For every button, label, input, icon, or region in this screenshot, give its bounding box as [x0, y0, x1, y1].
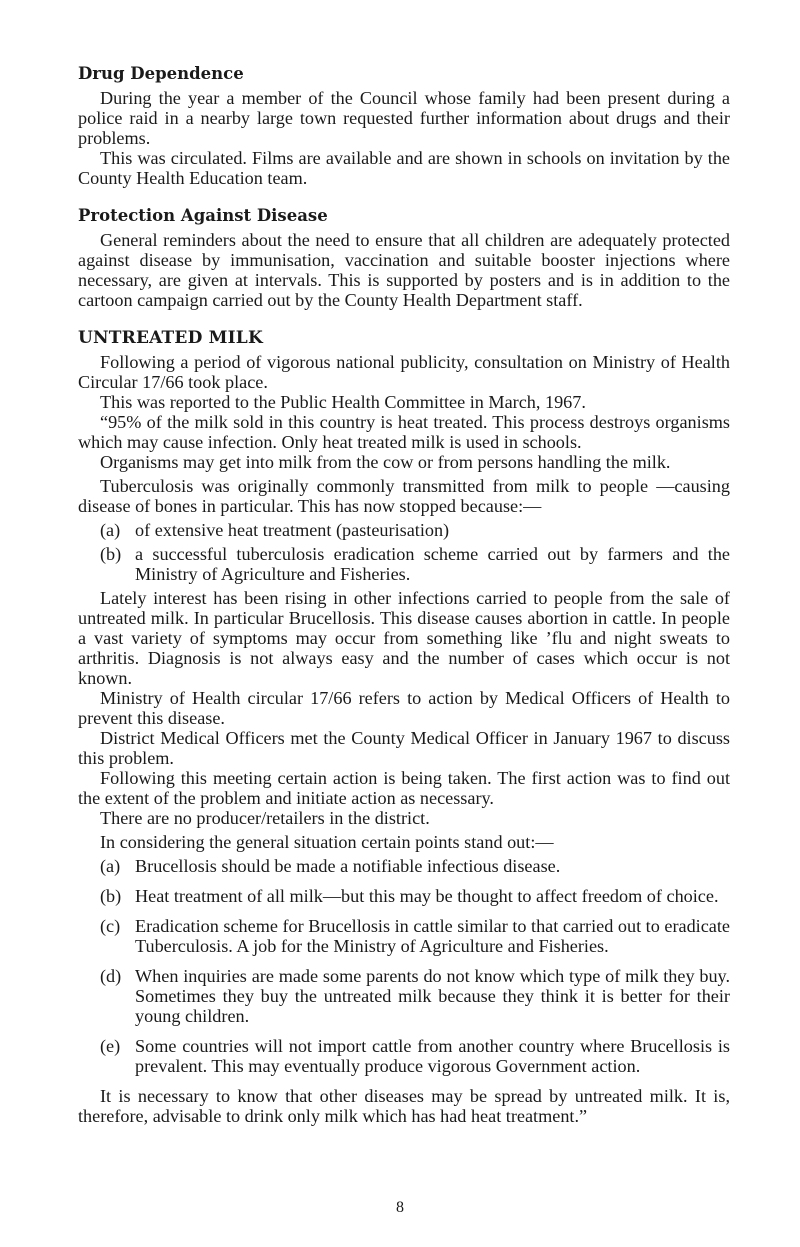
paragraph: During the year a member of the Council whose family had been present during a police raid in a nearby large town requested further information about drugs and their problems.: [78, 88, 730, 148]
paragraph: This was reported to the Public Health Committee in March, 1967.: [100, 392, 586, 412]
list-item-text: a successful tuberculosis eradication scheme carried out by farmers and the Ministry of Agriculture and Fisheries.: [135, 544, 730, 584]
list-item: [100, 856, 730, 876]
paragraph: Tuberculosis was originally commonly transmitted from milk to people —causing disease of bones in particular. This has now stopped because:—: [78, 476, 730, 516]
list-item: [100, 966, 730, 1026]
paragraph: Organisms may get into milk from the cow or from persons handling the milk.: [100, 452, 671, 472]
document-page: [78, 64, 730, 1126]
paragraph: General reminders about the need to ensure that all children are adequately protected against disease by immunisation, vaccination and suitable booster injections where necessary, are given at intervals. This is supported by posters and is in addition to the cartoon campaign carried out by the County Health Department staff.: [78, 230, 730, 310]
list-item-text: of extensive heat treatment (pasteurisation): [135, 520, 450, 540]
paragraph: Following a period of vigorous national publicity, consultation on Ministry of Health Circular 17/66 took place.: [78, 352, 730, 392]
list-transmission-reasons: [78, 520, 730, 584]
section-untreated-milk: [78, 328, 730, 1126]
section-drug-dependence: [78, 64, 730, 188]
list-item: [100, 886, 730, 906]
list-item: [100, 916, 730, 956]
paragraph: “95% of the milk sold in this country is heat treated. This process destroys organisms which may cause infection. Only heat treated milk is used in schools.: [78, 412, 730, 452]
paragraph: Ministry of Health circular 17/66 refers to action by Medical Officers of Health to prevent this disease.: [78, 688, 730, 728]
list-item-text: When inquiries are made some parents do not know which type of milk they buy. Sometimes they buy the untreated milk because they think it is better for their young children.: [135, 966, 730, 1026]
section-protection-against-disease: [78, 206, 730, 310]
list-item-label: (b): [100, 544, 122, 564]
list-item-label: (a): [100, 520, 121, 540]
list-item-label: (c): [100, 916, 121, 936]
list-item-label: (a): [100, 856, 121, 876]
paragraph: Lately interest has been rising in other infections carried to people from the sale of untreated milk. In particular Brucellosis. This disease causes abortion in cattle. In people a vast variety of symptoms may occur from something like ’flu and night sweats to arthritis. Diagnosis is not always easy and the number of cases which occur is not known.: [78, 588, 730, 688]
paragraph: It is necessary to know that other diseases may be spread by untreated milk. It is, therefore, advisable to drink only milk which has had heat treatment.”: [78, 1086, 730, 1126]
list-item: [100, 520, 730, 540]
list-item: [100, 1036, 730, 1076]
list-item-label: (b): [100, 886, 122, 906]
section-heading: UNTREATED MILK: [78, 328, 263, 348]
list-item: [100, 544, 730, 584]
section-heading: Drug Dependence: [78, 64, 244, 83]
list-item-text: Eradication scheme for Brucellosis in cattle similar to that carried out to eradicate Tuberculosis. A job for the Ministry of Agriculture and Fisheries.: [135, 916, 730, 956]
list-item-text: Some countries will not import cattle from another country where Brucellosis is prevalent. This may eventually produce vigorous Government action.: [135, 1036, 730, 1076]
paragraph: District Medical Officers met the County Medical Officer in January 1967 to discuss this problem.: [78, 728, 730, 768]
list-item-text: Brucellosis should be made a notifiable infectious disease.: [135, 856, 561, 876]
paragraph: Following this meeting certain action is being taken. The first action was to find out the extent of the problem and initiate action as necessary.: [78, 768, 730, 808]
list-item-label: (e): [100, 1036, 121, 1056]
page-number: 8: [396, 1199, 404, 1216]
list-item-label: (d): [100, 966, 122, 986]
list-item-text: Heat treatment of all milk—but this may be thought to affect freedom of choice.: [135, 886, 719, 906]
paragraph: This was circulated. Films are available and are shown in schools on invitation by the County Health Education team.: [78, 148, 730, 188]
paragraph: In considering the general situation certain points stand out:—: [100, 832, 554, 852]
section-heading: Protection Against Disease: [78, 206, 328, 225]
paragraph: There are no producer/retailers in the district.: [100, 808, 430, 828]
list-general-points: [78, 856, 730, 1076]
